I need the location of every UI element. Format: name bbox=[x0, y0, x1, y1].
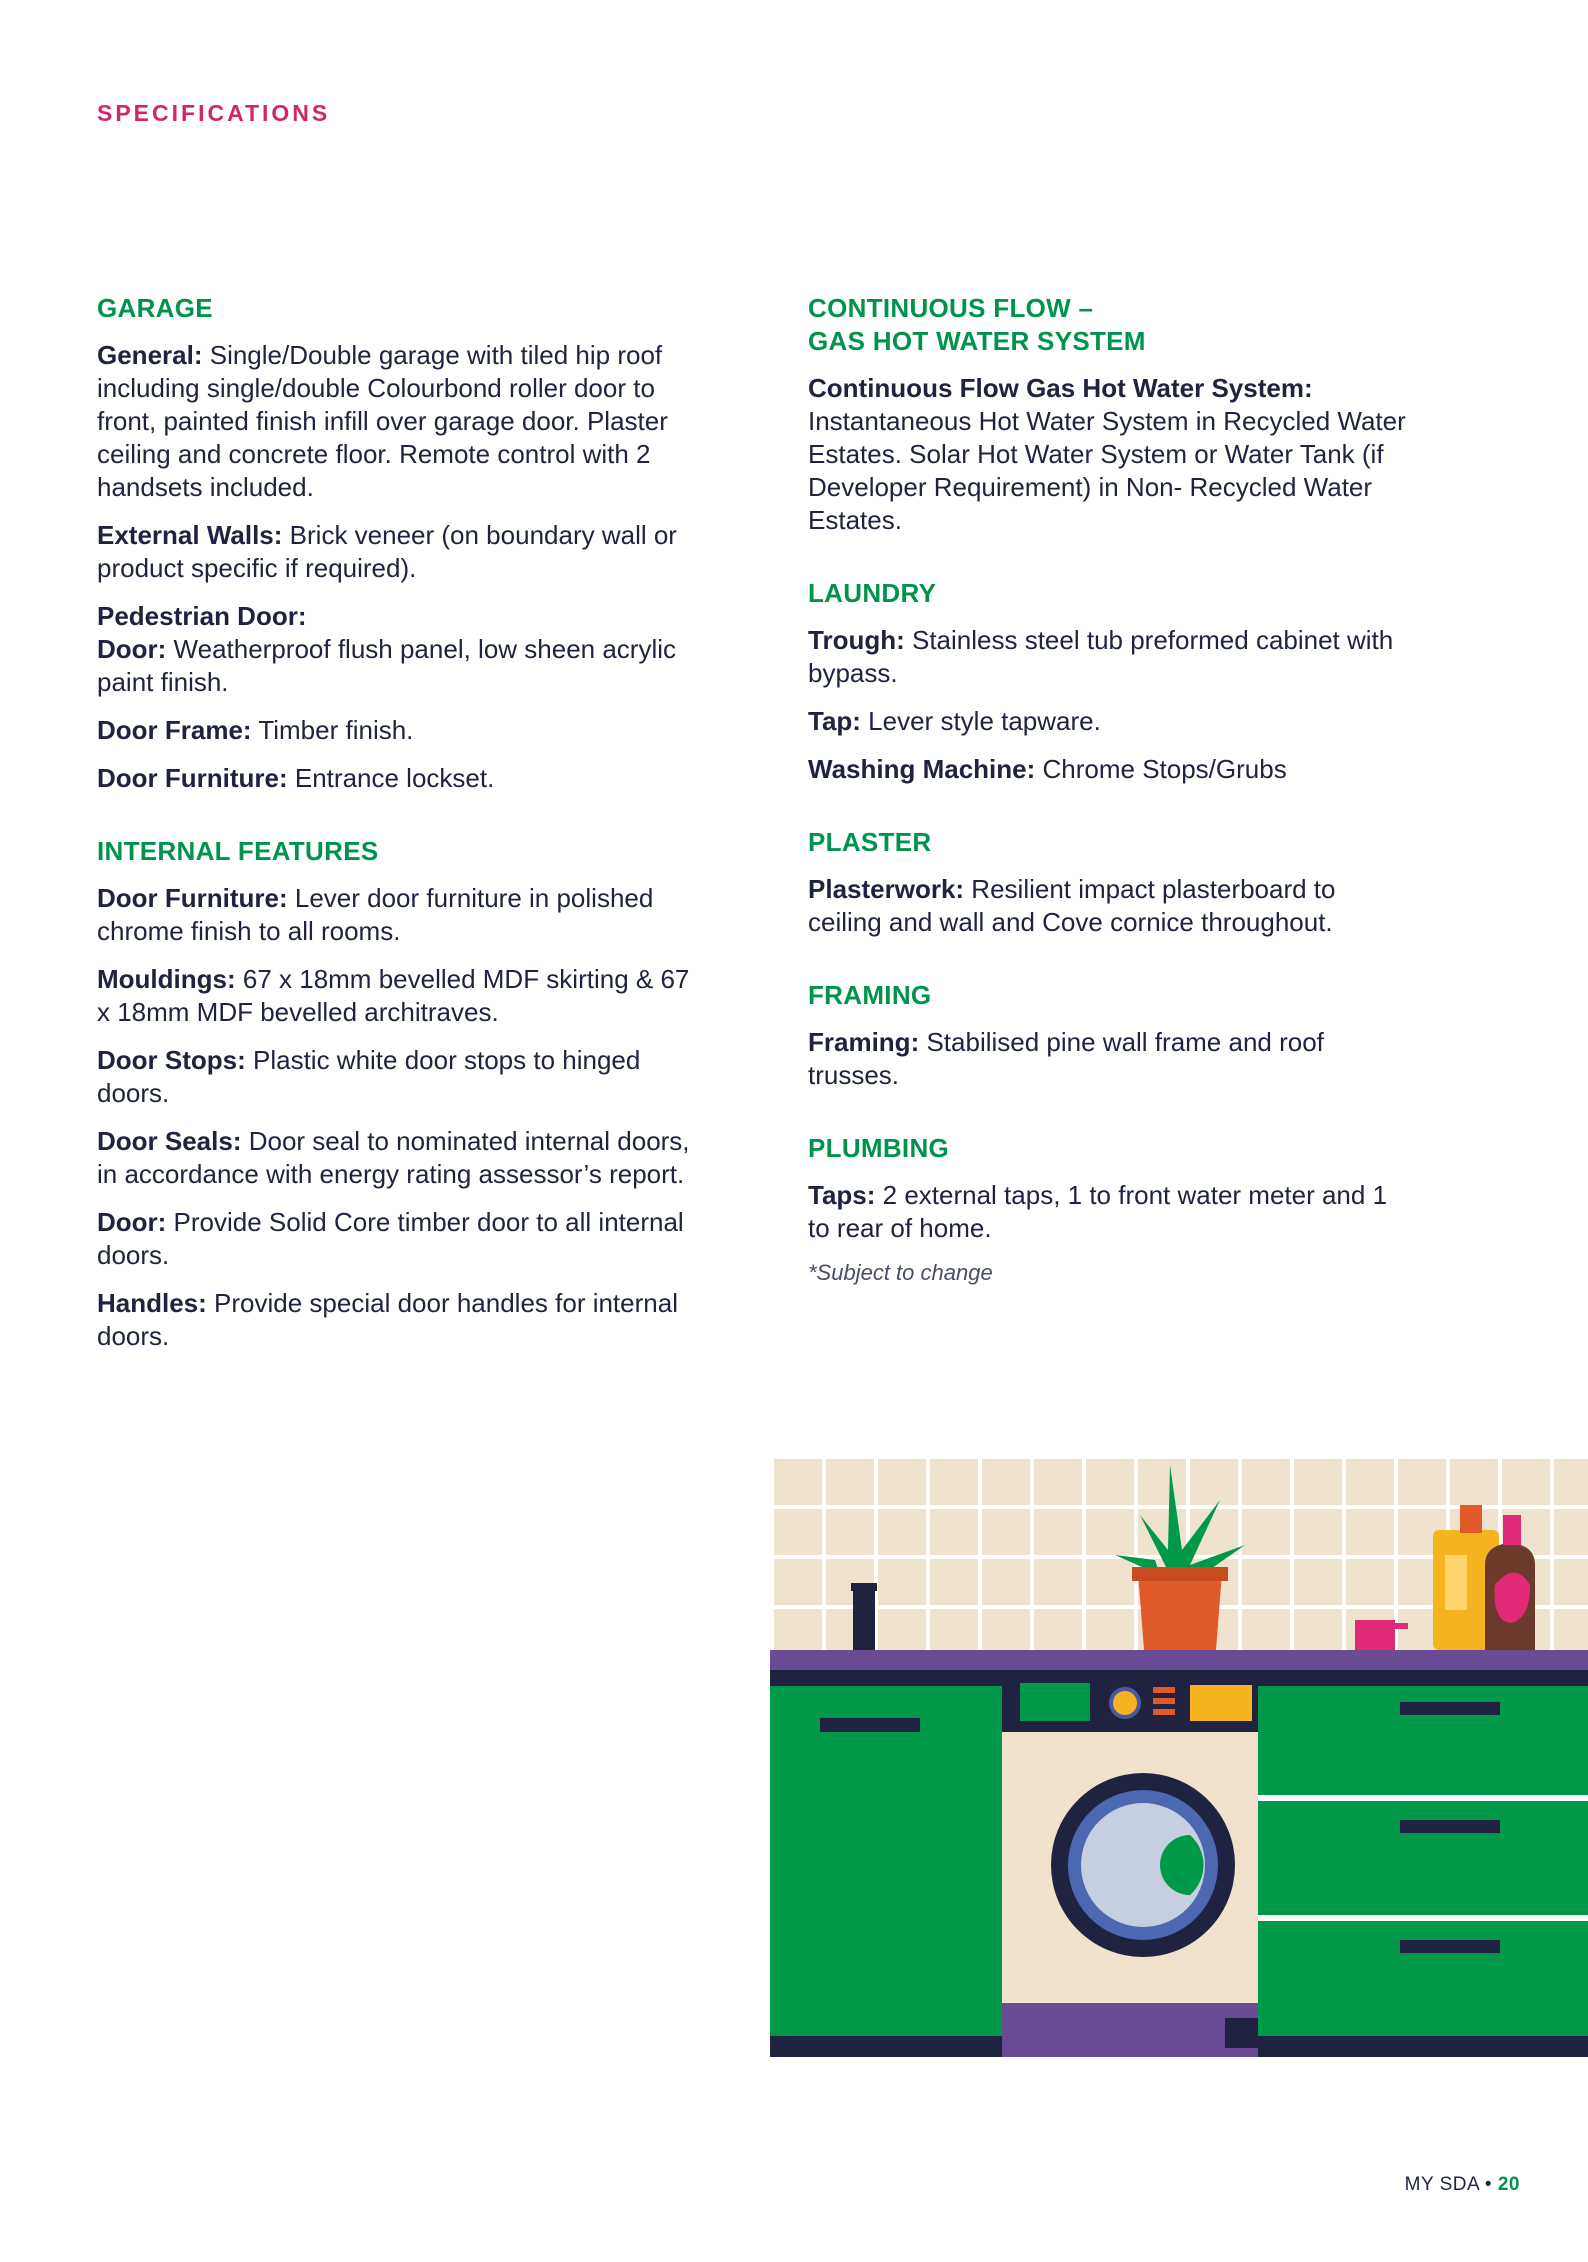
door-stops bbox=[97, 1044, 707, 1110]
page-number: 20 bbox=[1497, 2174, 1520, 2195]
trough-label: Trough: bbox=[808, 625, 905, 655]
subject-to-change-note: *Subject to change bbox=[808, 1260, 993, 1285]
framing-section bbox=[808, 979, 1408, 1092]
footer-brand: MY SDA bbox=[1404, 2174, 1480, 2195]
plasterwork-text: Resilient impact plasterboard to ceiling and wall and Cove cornice throughout. bbox=[808, 874, 1336, 937]
cabinet-icon bbox=[770, 1686, 1002, 2057]
mouldings-label: Mouldings: bbox=[97, 964, 236, 994]
framing-text: Stabilised pine wall frame and roof trusses. bbox=[808, 1027, 1324, 1090]
garage-door-furniture bbox=[97, 762, 707, 795]
framing-title: FRAMING bbox=[808, 980, 932, 1010]
garage-section bbox=[97, 292, 707, 795]
internal-door bbox=[97, 1206, 707, 1272]
page-kicker: SPECIFICATIONS bbox=[97, 100, 331, 126]
trough-text: Stainless steel tub preformed cabinet with bypass. bbox=[808, 625, 1394, 688]
plumbing-taps-text: 2 external taps, 1 to front water meter and 1 to rear of home. bbox=[808, 1180, 1388, 1243]
tap bbox=[808, 705, 1408, 738]
drawer-icon bbox=[1258, 1686, 1588, 2057]
left-column bbox=[97, 292, 707, 1393]
internal-features-title: INTERNAL FEATURES bbox=[97, 836, 379, 866]
door-stops-text: Plastic white door stops to hinged doors. bbox=[97, 1045, 641, 1108]
tap-text: Lever style tapware. bbox=[860, 706, 1101, 736]
garage-door-furniture-text: Entrance lockset. bbox=[287, 763, 495, 793]
hot-water-title-line1: CONTINUOUS FLOW – bbox=[808, 293, 1094, 323]
door-frame-label: Door Frame: bbox=[97, 715, 252, 745]
hot-water-item bbox=[808, 372, 1408, 537]
garage-general-text: Single/Double garage with tiled hip roof including single/double Colourbond roller door to front, painted finish infill over garage door. Plaster ceiling and concrete floor. Remote control with 2 handsets included. bbox=[97, 340, 668, 502]
footer-separator: • bbox=[1479, 2174, 1498, 2195]
garage-general-label: General: bbox=[97, 340, 203, 370]
internal-door-furniture-label: Door Furniture: bbox=[97, 883, 288, 913]
internal-door-furniture-text: Lever door furniture in polished chrome finish to all rooms. bbox=[97, 883, 654, 946]
trough bbox=[808, 624, 1408, 690]
plasterwork-label: Plasterwork: bbox=[808, 874, 965, 904]
framing-label: Framing: bbox=[808, 1027, 920, 1057]
garage-pedestrian-door bbox=[97, 600, 707, 699]
hot-water-title bbox=[808, 292, 1408, 358]
door-seals-label: Door Seals: bbox=[97, 1126, 242, 1156]
external-walls-text: Brick veneer (on boundary wall or product specific if required). bbox=[97, 520, 677, 583]
laundry-title: LAUNDRY bbox=[808, 578, 937, 608]
plumbing-section bbox=[808, 1132, 1408, 1286]
door-seals-text: Door seal to nominated internal doors, in accordance with energy rating assessor’s report. bbox=[97, 1126, 690, 1189]
pedestrian-door-label: Pedestrian Door: bbox=[97, 601, 307, 631]
hot-water-section bbox=[808, 292, 1408, 537]
plaster-section bbox=[808, 826, 1408, 939]
washing-machine-label: Washing Machine: bbox=[808, 754, 1036, 784]
page-footer bbox=[1405, 2174, 1520, 2196]
framing-item bbox=[808, 1026, 1408, 1092]
right-column bbox=[808, 292, 1408, 1286]
plumbing-title: PLUMBING bbox=[808, 1133, 950, 1163]
garage-door-text: Weatherproof flush panel, low sheen acrylic paint finish. bbox=[97, 634, 677, 697]
laundry-illustration bbox=[770, 1455, 1588, 2057]
bottle-icon bbox=[851, 1583, 877, 1650]
garage-door-frame bbox=[97, 714, 707, 747]
external-walls-label: External Walls: bbox=[97, 520, 283, 550]
mouldings-text: 67 x 18mm bevelled MDF skirting & 67 x 18mm MDF bevelled architraves. bbox=[97, 964, 690, 1027]
washing-machine-icon bbox=[1002, 1670, 1275, 2057]
garage-general bbox=[97, 339, 707, 504]
plumbing-taps bbox=[808, 1179, 1408, 1245]
handles-text: Provide special door handles for internal doors. bbox=[97, 1288, 678, 1351]
garage-external-walls bbox=[97, 519, 707, 585]
handles-label: Handles: bbox=[97, 1288, 207, 1318]
washing-machine-text: Chrome Stops/Grubs bbox=[1035, 754, 1287, 784]
internal-door-text: Provide Solid Core timber door to all internal doors. bbox=[97, 1207, 684, 1270]
laundry-section bbox=[808, 577, 1408, 786]
washing-machine bbox=[808, 753, 1408, 786]
garage-door-label: Door: bbox=[97, 634, 167, 664]
internal-features-section bbox=[97, 835, 707, 1353]
garage-door-furniture-label: Door Furniture: bbox=[97, 763, 288, 793]
plaster-title: PLASTER bbox=[808, 827, 932, 857]
door-frame-text: Timber finish. bbox=[251, 715, 414, 745]
hot-water-label: Continuous Flow Gas Hot Water System: bbox=[808, 373, 1313, 403]
mouldings bbox=[97, 963, 707, 1029]
door-stops-label: Door Stops: bbox=[97, 1045, 246, 1075]
plasterwork bbox=[808, 873, 1408, 939]
hot-water-text: Instantaneous Hot Water System in Recycled Water Estates. Solar Hot Water System or Water Tank (if Developer Requirement) in Non- Recycled Water Estates. bbox=[808, 406, 1406, 535]
tap-label: Tap: bbox=[808, 706, 861, 736]
internal-door-furniture bbox=[97, 882, 707, 948]
door-seals bbox=[97, 1125, 707, 1191]
internal-door-label: Door: bbox=[97, 1207, 167, 1237]
handles bbox=[97, 1287, 707, 1353]
plumbing-taps-label: Taps: bbox=[808, 1180, 876, 1210]
garage-title: GARAGE bbox=[97, 293, 213, 323]
hot-water-title-line2: GAS HOT WATER SYSTEM bbox=[808, 326, 1146, 356]
